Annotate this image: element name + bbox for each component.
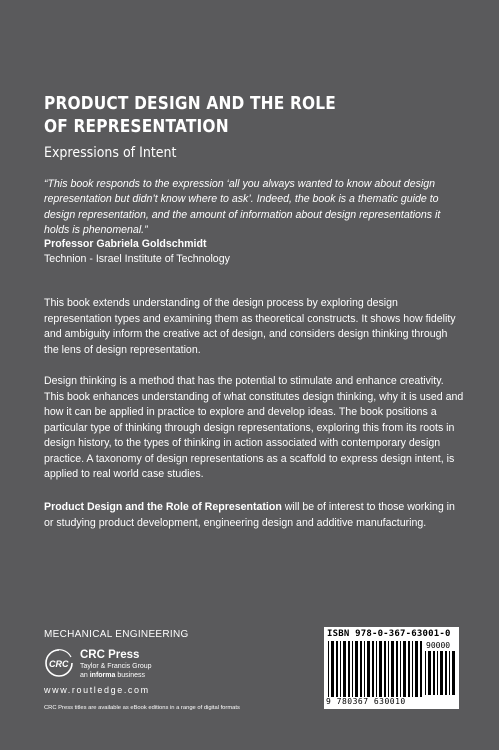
ebook-footnote: CRC Press titles are available as eBook editions in a range of digital formats	[44, 705, 240, 711]
description-paragraph-2: Design thinking is a method that has the potential to stimulate and enhance creativity. This book enhances understanding of what constitutes design thinking, why it is used and how it can be applied in practice to explore and develop ideas. The book positions a particular type of thinking through design representations, exploring this from its roots in design history, to the types of thinking in action associated with contemporary design practice. A taxonomy of design representations as a scaffold to express design intent, is applied to real world case studies.	[44, 375, 464, 480]
crc-press-logo	[44, 648, 74, 678]
barcode-bar	[336, 641, 338, 697]
barcode-bar	[396, 641, 398, 697]
book-subtitle: Expressions of Intent	[44, 145, 177, 161]
barcode-bar	[433, 651, 435, 695]
barcode-bar	[340, 641, 341, 697]
informa-prefix: an	[80, 672, 90, 679]
barcode-bar	[445, 651, 447, 695]
barcode-bar	[376, 641, 377, 697]
publisher-website[interactable]: www.routledge.com	[44, 685, 150, 695]
ean-digits: 9 780367 630010	[326, 697, 406, 706]
barcode-bar	[415, 641, 418, 697]
barcode-bar	[379, 641, 382, 697]
barcode-bar	[355, 641, 358, 697]
endorsement-affiliation: Technion - Israel Institute of Technology	[44, 253, 230, 265]
crc-logo-text: CRC	[49, 659, 69, 669]
endorsement-quote: “This book responds to the expression ‘all you always wanted to know about design representation but didn’t know where to ask’. Indeed, the book is a thematic guide to design representation, and the amount of information about design representations it holds is phenomenal.”	[44, 178, 441, 237]
description-paragraph-1: This book extends understanding of the design process by exploring design representation types and examining them as theoretical constructs. It shows how fidelity and ambiguity inform the creative act of design, and considers design thinking through the lens of design representation.	[44, 297, 456, 356]
description-book-title: Product Design and the Role of Representation	[44, 501, 282, 513]
barcode-bar	[408, 641, 410, 697]
barcode-bar	[391, 641, 394, 697]
barcode-bar	[440, 651, 443, 695]
book-title-line2: OF REPRESENTATION	[44, 117, 229, 137]
description-paragraph-3-text: will be of interest to those working in or studying product development, engineering design and additive manufacturing.	[44, 501, 455, 529]
publisher-block	[80, 649, 152, 680]
barcode-bar	[403, 641, 406, 697]
subject-category: MECHANICAL ENGINEERING	[44, 629, 189, 640]
endorsement-author: Professor Gabriela Goldschmidt	[44, 238, 207, 250]
publisher-group: Taylor & Francis Group	[80, 663, 152, 670]
informa-suffix: business	[115, 672, 145, 679]
price-code: 90000	[426, 641, 451, 650]
barcode-bar	[428, 651, 431, 695]
barcode-bar	[437, 651, 438, 695]
isbn-barcode	[324, 627, 459, 709]
barcode-bar	[400, 641, 401, 697]
publisher-informa	[80, 671, 152, 680]
barcode-bar	[367, 641, 370, 697]
barcode-bar	[372, 641, 374, 697]
barcode-bar	[360, 641, 362, 697]
isbn-number: ISBN 978-0-367-63001-0	[327, 629, 451, 639]
informa-name: informa	[89, 672, 116, 679]
barcode-bar	[384, 641, 386, 697]
barcode-bar	[449, 651, 450, 695]
price-barcode-bars	[424, 651, 456, 695]
barcode-bar	[420, 641, 422, 697]
publisher-name: CRC Press	[80, 649, 140, 661]
barcode-bar	[328, 641, 329, 697]
barcode-bar	[452, 651, 455, 695]
barcode-bar	[364, 641, 365, 697]
barcode-bar	[412, 641, 413, 697]
barcode-bar	[352, 641, 353, 697]
book-title	[44, 93, 414, 139]
book-title-line1: PRODUCT DESIGN AND THE ROLE	[44, 94, 336, 114]
barcode-bar	[343, 641, 346, 697]
barcode-bars	[327, 641, 423, 697]
description-paragraph-3	[44, 500, 464, 531]
barcode-bar	[331, 641, 334, 697]
barcode-bar	[348, 641, 350, 697]
barcode-bar	[388, 641, 389, 697]
barcode-bar	[425, 651, 426, 695]
